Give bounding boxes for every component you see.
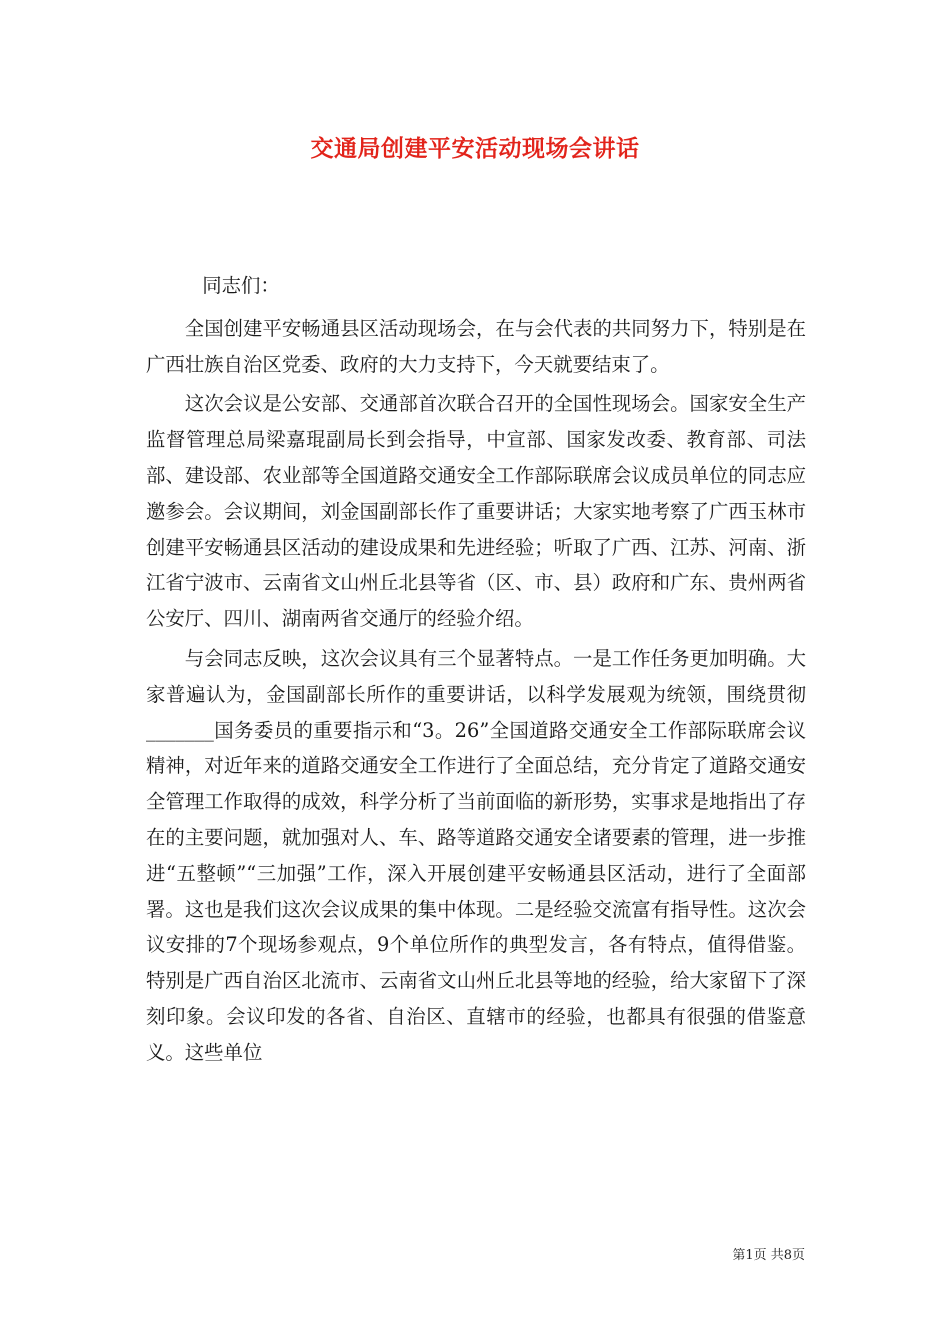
document-body: [146, 268, 806, 1075]
paragraph: 这次会议是公安部、交通部首次联合召开的全国性现场会。国家安全生产监督管理总局梁嘉琨副局长到会指导，中宣部、国家发改委、教育部、司法部、建设部、农业部等全国道路交通安全工作部际联席会议成员单位的同志应邀参会。会议期间，刘金国副部长作了重要讲话；大家实地考察了广西玉林市创建平安畅通县区活动的建设成果和先进经验；听取了广西、江苏、河南、浙江省宁波市、云南省文山州丘北县等省（区、市、县）政府和广东、贵州两省公安厅、四川、湖南两省交通厅的经验介绍。: [146, 392, 806, 631]
page-number: 第1页 共8页: [732, 1248, 805, 1263]
paragraph: 全国创建平安畅通县区活动现场会，在与会代表的共同努力下，特别是在广西壮族自治区党委、政府的大力支持下，今天就要结束了。: [146, 316, 806, 376]
salutation: 同志们：: [202, 274, 280, 297]
document-title: 交通局创建平安活动现场会讲话: [310, 135, 640, 162]
paragraph: 与会同志反映，这次会议具有三个显著特点。一是工作任务更加明确。大家普遍认为，金国副部长所作的重要讲话，以科学发展观为统领，围绕贯彻_______国务委员的重要指示和“3。26”全国道路交通安全工作部际联席会议精神，对近年来的道路交通安全工作进行了全面总结，充分肯定了道路交通安全管理工作取得的成效，科学分析了当前面临的新形势，实事求是地指出了存在的主要问题，就加强对人、车、路等道路交通安全诸要素的管理，进一步推进“五整顿”“三加强”工作，深入开展创建平安畅通县区活动，进行了全面部署。这也是我们这次会议成果的集中体现。二是经验交流富有指导性。这次会议安排的7个现场参观点，9个单位所作的典型发言，各有特点，值得借鉴。特别是广西自治区北流市、云南省文山州丘北县等地的经验，给大家留下了深刻印象。会议印发的各省、自治区、直辖市的经验，也都具有很强的借鉴意义。这些单位: [146, 646, 806, 1064]
